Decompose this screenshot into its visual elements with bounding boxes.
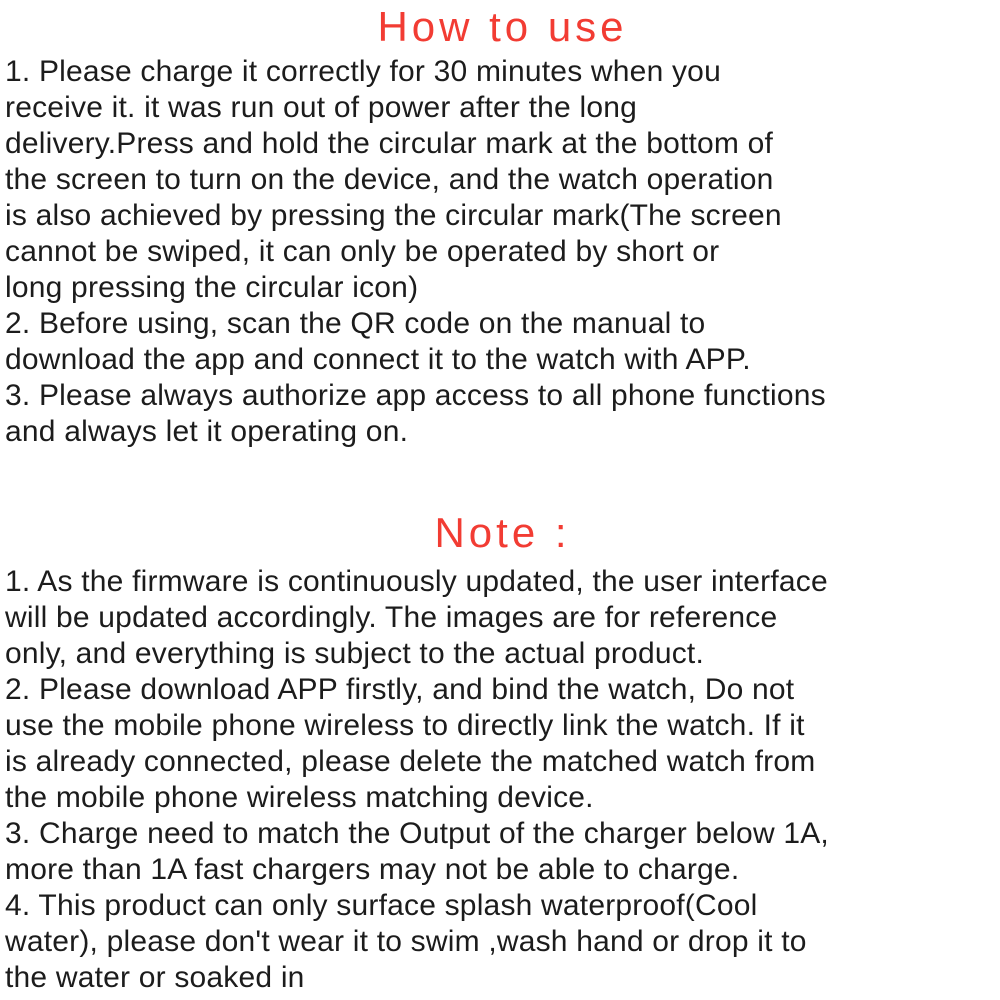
how-to-use-title: How to use (377, 3, 628, 50)
text-line: download the app and connect it to the watch with APP. (5, 343, 751, 376)
text-line: long pressing the circular icon) (5, 271, 419, 304)
note-title: Note : (434, 509, 571, 556)
text-line: 3. Charge need to match the Output of the charger below 1A, (5, 817, 829, 850)
text-line: will be updated accordingly. The images are for reference (5, 601, 778, 634)
text-line: 4. This product can only surface splash waterproof(Cool (5, 889, 758, 922)
note-body (5, 564, 1000, 996)
text-line: the screen to turn on the device, and the watch operation (5, 163, 774, 196)
text-line: and always let it operating on. (5, 415, 409, 448)
text-line: the mobile phone wireless matching device. (5, 781, 594, 814)
section-how-to-use (5, 0, 1000, 450)
text-line: only, and everything is subject to the actual product. (5, 637, 704, 670)
text-line: 1. As the firmware is continuously updated, the user interface (5, 565, 828, 598)
text-line: water), please don't wear it to swim ,wash hand or drop it to (5, 925, 807, 958)
text-line: the water or soaked in (5, 961, 305, 994)
text-line: is already connected, please delete the matched watch from (5, 745, 816, 778)
how-to-use-body (5, 54, 1000, 450)
section-note (5, 510, 1000, 996)
text-line: 3. Please always authorize app access to all phone functions (5, 379, 826, 412)
text-line: 2. Please download APP firstly, and bind the watch, Do not (5, 673, 795, 706)
text-line: more than 1A fast chargers may not be able to charge. (5, 853, 740, 886)
text-line: delivery.Press and hold the circular mark at the bottom of (5, 127, 774, 160)
text-line: use the mobile phone wireless to directly link the watch. If it (5, 709, 805, 742)
text-line: receive it. it was run out of power after the long (5, 91, 637, 124)
text-line: is also achieved by pressing the circular mark(The screen (5, 199, 782, 232)
text-line: 1. Please charge it correctly for 30 minutes when you (5, 55, 721, 88)
text-line: cannot be swiped, it can only be operated by short or (5, 235, 720, 268)
text-line: 2. Before using, scan the QR code on the manual to (5, 307, 706, 340)
